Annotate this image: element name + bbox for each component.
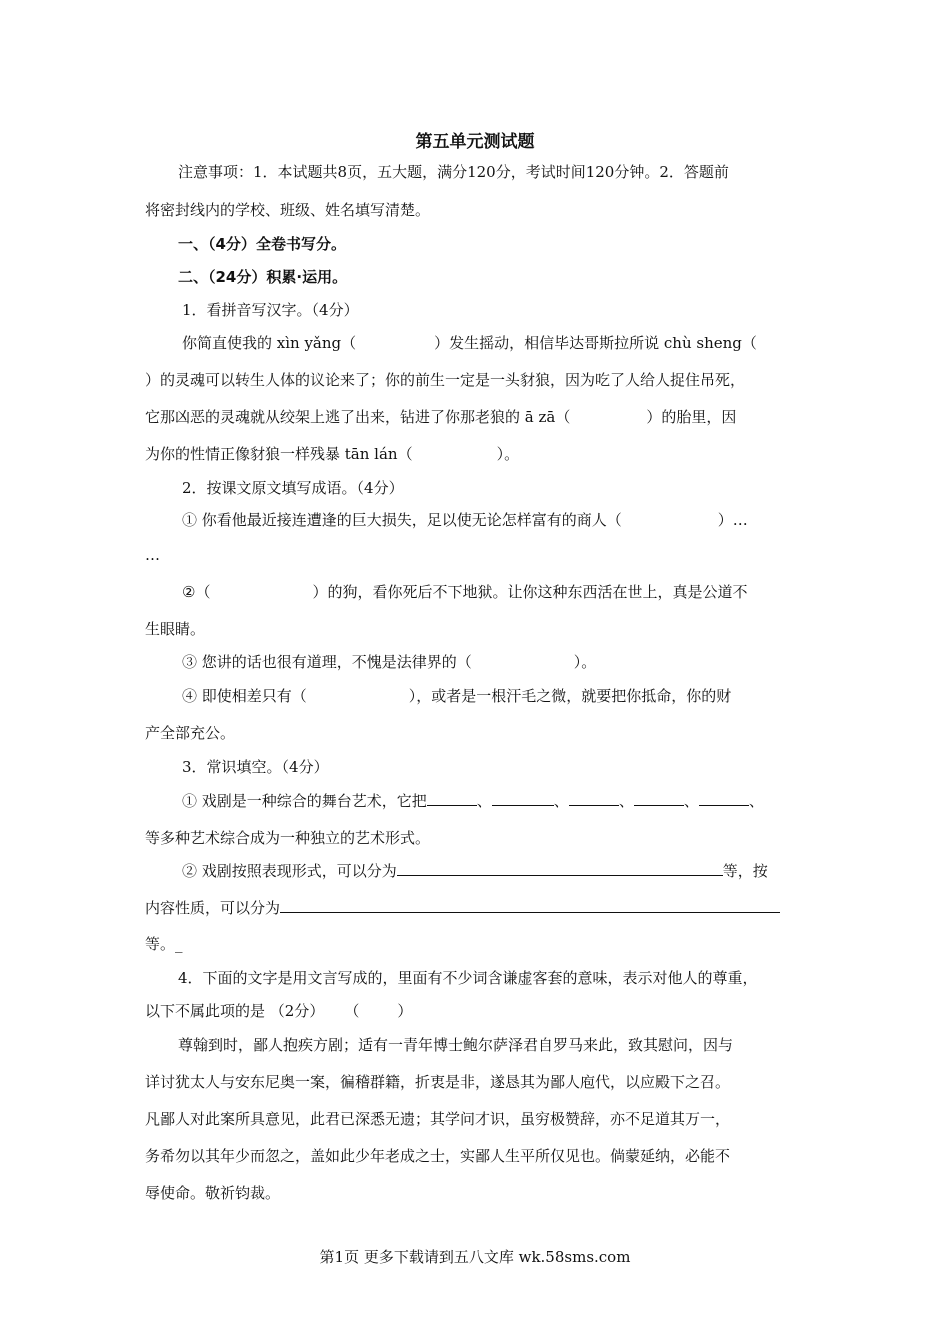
q3-heading: 3．常识填空。（4分） bbox=[182, 758, 329, 776]
q2-item-1-part-b: ）… bbox=[717, 511, 748, 529]
separator: 、 bbox=[476, 792, 492, 810]
answer-blank[interactable] bbox=[492, 791, 554, 806]
answer-blank[interactable] bbox=[634, 791, 684, 806]
q2-item-4-part-a: ④ 即使相差只有（ bbox=[182, 687, 307, 705]
q2-item-1-part-a: ① 你看他最近接连遭逢的巨大损失，足以使无论怎样富有的商人（ bbox=[182, 511, 622, 529]
q2-item-2-part-b: ）的狗，看你死后不下地狱。让你这种东西活在世上，真是公道不 bbox=[312, 583, 748, 601]
q2-item-4-part-b: ），或者是一根汗毛之微，就要把你抵命，你的财 bbox=[408, 687, 732, 705]
q3-item-1-part-a: ① 戏剧是一种综合的舞台艺术，它把 bbox=[182, 792, 427, 810]
q1-line-1-part-b: ）发生摇动，相信毕达哥斯拉所说 chù sheng（ bbox=[434, 334, 757, 352]
answer-blank[interactable] bbox=[569, 791, 619, 806]
q1-line-1 bbox=[182, 333, 757, 353]
q1-line-4-part-a: 为你的性情正像豺狼一样残暴 tān lán（ bbox=[145, 445, 413, 463]
q2-item-4 bbox=[182, 686, 731, 706]
separator: 、 bbox=[553, 792, 569, 810]
separator: 、 bbox=[618, 792, 634, 810]
section-2-heading: 二、（24分）积累·运用。 bbox=[178, 268, 348, 286]
section-1-heading: 一、（4分）全卷书写分。 bbox=[178, 235, 346, 253]
q3-item-2-part-c: 内容性质，可以分为 bbox=[145, 899, 281, 917]
q3-item-2 bbox=[182, 861, 768, 881]
separator: 、 bbox=[748, 792, 764, 810]
q3-item-2-line-2 bbox=[145, 898, 780, 918]
passage-line-1: 尊翰到时，鄙人抱疾方剧；适有一青年博士鲍尔萨泽君自罗马来此，致其慰问，因与 bbox=[178, 1036, 734, 1054]
q2-item-3-part-a: ③ 您讲的话也很有道理，不愧是法律界的（ bbox=[182, 653, 472, 671]
q2-item-2-cont: 生眼睛。 bbox=[145, 620, 206, 638]
q2-item-2 bbox=[182, 582, 747, 602]
page-footer: 第1页 更多下载请到五八文库 wk.58sms.com bbox=[319, 1248, 631, 1266]
answer-blank[interactable] bbox=[280, 898, 780, 913]
q4-line-1: 4．下面的文字是用文言写成的，里面有不少词含谦虚客套的意味，表示对他人的尊重， bbox=[178, 969, 758, 987]
passage-line-3: 凡鄙人对此案所具意见，此君已深悉无遗；其学问才识，虽穷极赞辞，亦不足道其万一， bbox=[145, 1110, 731, 1128]
passage-line-2: 详讨犹太人与安东尼奥一案，徧稽群籍，折衷是非，遂恳其为鄙人庖代，以应殿下之召。 bbox=[145, 1073, 731, 1091]
q1-line-3 bbox=[145, 407, 736, 427]
q1-line-3-part-b: ）的胎里，因 bbox=[646, 408, 737, 426]
q1-line-2: ）的灵魂可以转生人体的议论来了；你的前生一定是一头豺狼，因为吃了人给人捉住吊死， bbox=[145, 371, 746, 389]
q4-close-paren: ） bbox=[397, 1002, 413, 1020]
q4-line-2 bbox=[145, 1001, 412, 1021]
page-title: 第五单元测试题 bbox=[415, 132, 535, 152]
q3-item-2-part-a: ② 戏剧按照表现形式，可以分为 bbox=[182, 862, 397, 880]
notice-line-1: 注意事项：1．本试题共8页，五大题，满分120分，考试时间120分钟。2．答题前 bbox=[178, 163, 729, 181]
passage-line-5: 辱使命。敬祈钧裁。 bbox=[145, 1184, 281, 1202]
q2-heading: 2．按课文原文填写成语。（4分） bbox=[182, 479, 404, 497]
q1-line-4-part-b: ）。 bbox=[496, 445, 520, 463]
q1-line-3-part-a: 它那凶恶的灵魂就从绞架上逃了出来，钻进了你那老狼的 ā zā（ bbox=[145, 408, 571, 426]
q2-item-2-part-a: ②（ bbox=[182, 583, 211, 601]
q1-line-1-part-a: 你简直使我的 xìn yǎng（ bbox=[182, 334, 357, 352]
q2-item-3 bbox=[182, 652, 596, 672]
q3-item-1 bbox=[182, 791, 764, 811]
q2-item-1 bbox=[182, 510, 748, 530]
q4-line-2-part-a: 以下不属此项的是 （2分） bbox=[145, 1002, 325, 1020]
q2-item-4-cont: 产全部充公。 bbox=[145, 724, 236, 742]
separator: 、 bbox=[683, 792, 699, 810]
q1-line-4 bbox=[145, 444, 519, 464]
q1-heading: 1．看拼音写汉字。（4分） bbox=[182, 301, 359, 319]
q2-item-1-cont: … bbox=[145, 546, 160, 564]
answer-blank[interactable] bbox=[397, 861, 723, 876]
notice-line-2: 将密封线内的学校、班级、姓名填写清楚。 bbox=[145, 201, 431, 219]
answer-blank[interactable] bbox=[427, 791, 477, 806]
q3-item-2-part-b: 等，按 bbox=[722, 862, 768, 880]
answer-blank[interactable] bbox=[699, 791, 749, 806]
q2-item-3-part-b: ）。 bbox=[573, 653, 597, 671]
passage-line-4: 务希勿以其年少而忽之，盖如此少年老成之士，实鄙人生平所仅见也。倘蒙延纳，必能不 bbox=[145, 1147, 731, 1165]
q3-item-1-cont: 等多种艺术综合成为一种独立的艺术形式。 bbox=[145, 829, 431, 847]
q4-open-paren: （ bbox=[344, 1002, 360, 1020]
q3-item-2-line-3: 等。_ bbox=[145, 935, 183, 953]
